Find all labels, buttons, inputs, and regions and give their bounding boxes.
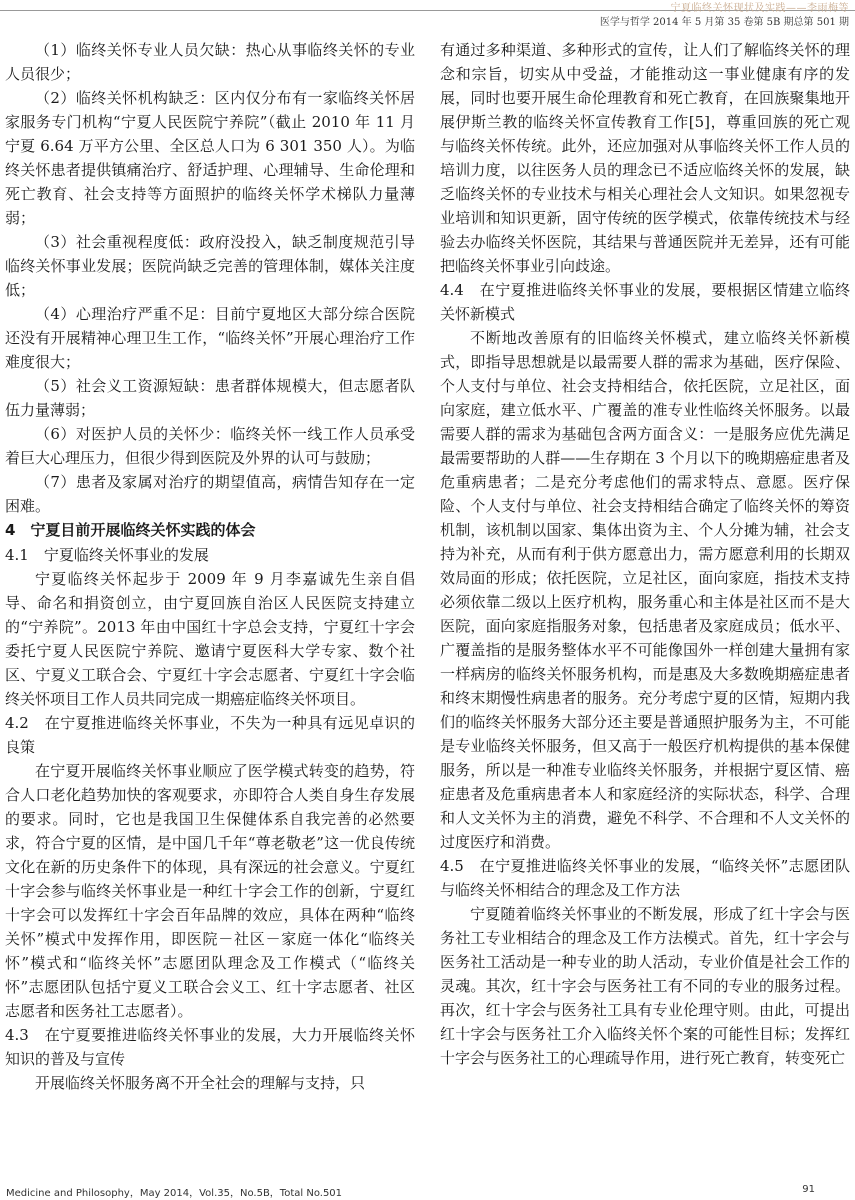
paragraph: 宁夏临终关怀起步于 2009 年 9 月李嘉诚先生亲自倡导、命名和捐资创立，由宁夏回族自治区人民医院支持建立的“宁养院”。2013 年由中国红十字总会支持，宁夏红十字会委托宁夏人民医院宁养院、邀请宁夏医科大学专家、数个社区、宁夏义工联合会、宁夏红十字会志愿者、宁夏红十字会临终关怀项目工作人员共同完成一期癌症临终关怀项目。 xyxy=(5,570,415,708)
paragraph: 开展临终关怀服务离不开全社会的理解与支持，只 xyxy=(35,1074,366,1092)
paragraph: （5）社会义工资源短缺：患者群体规模大，但志愿者队伍力量薄弱； xyxy=(5,377,415,419)
paragraph: （3）社会重视程度低：政府没投入，缺乏制度规范引导临终关怀事业发展；医院尚缺乏完善的管理体制，媒体关注度低； xyxy=(5,233,415,299)
subsection-heading: 4.5 在宁夏推进临终关怀事业的发展，“临终关怀”志愿团队与临终关怀相结合的理念及工作方法 xyxy=(440,857,850,899)
paragraph: 有通过多种渠道、多种形式的宣传，让人们了解临终关怀的理念和宗旨，切实从中受益，才能推动这一事业健康有序的发展，同时也要开展生命伦理教育和死亡教育，在回族聚集地开展伊斯兰教的临终关怀宣传教育工作[5]，尊重回族的死亡观与临终关怀传统。此外，还应加强对从事临终关怀工作人员的培训力度，以往医务人员的理念已不适应临终关怀的发展，缺乏临终关怀的专业技术与相关心理社会人文知识。如果忽视专业培训和知识更新，固守传统的医学模式，依靠传统技术与经验去办临终关怀医院，其结果与普通医院并无差异，还有可能把临终关怀事业引向歧途。 xyxy=(440,41,850,275)
paragraph: 在宁夏开展临终关怀事业顺应了医学模式转变的趋势，符合人口老化趋势加快的客观要求，亦即符合人类自身生存发展的要求。同时，它也是我国卫生保健体系自我完善的必然要求，符合宁夏的区情，是中国几千年“尊老敬老”这一优良传统文化在新的历史条件下的体现，具有深远的社会意义。宁夏红十字会参与临终关怀事业是一种红十字会工作的创新，宁夏红十字会可以发挥红十字会百年品牌的效应，具体在两种“临终关怀”模式中发挥作用，即医院－社区－家庭一体化“临终关怀”模式和“临终关怀”志愿团队理念及工作模式（“临终关怀”志愿团队包括宁夏义工联合会义工、红十字志愿者、社区志愿者和医务社工志愿者）。 xyxy=(5,762,415,1020)
subsection-heading: 4.4 在宁夏推进临终关怀事业的发展，要根据区情建立临终关怀新模式 xyxy=(440,281,850,323)
page-header xyxy=(0,0,855,30)
section-heading: 4 宁夏目前开展临终关怀实践的体会 xyxy=(5,521,256,539)
paragraph: （2）临终关怀机构缺乏：区内仅分布有一家临终关怀居家服务专门机构“宁夏人民医院宁养院”（截止 2010 年 11 月宁夏 6.64 万平方公里、全区总人口为 6 301 350 人）。为临终关怀患者提供镇痛治疗、舒适护理、心理辅导、生命伦理和死亡教育、社会支持等方面照护的临终关怀学术梯队力量薄弱； xyxy=(5,89,415,227)
journal-info: 医学与哲学 2014 年 5 月第 35 卷第 5B 期总第 501 期 xyxy=(599,17,849,28)
paragraph: （6）对医护人员的关怀少：临终关怀一线工作人员承受着巨大心理压力，但很少得到医院及外界的认可与鼓励； xyxy=(5,425,415,467)
footer-journal-citation: Medicine and Philosophy，May 2014，Vol.35，No.5B，Total No.501 xyxy=(6,1188,343,1199)
paragraph: （7）患者及家属对治疗的期望值高，病情告知存在一定困难。 xyxy=(5,473,415,515)
left-column xyxy=(5,38,415,1095)
page-number: 91 xyxy=(802,1184,815,1195)
subsection-heading: 4.2 在宁夏推进临终关怀事业，不失为一种具有远见卓识的良策 xyxy=(5,714,415,756)
paragraph: （1）临终关怀专业人员欠缺：热心从事临终关怀的专业人员很少； xyxy=(5,41,415,83)
subsection-heading: 4.1 宁夏临终关怀事业的发展 xyxy=(5,546,209,564)
paragraph: 不断地改善原有的旧临终关怀模式，建立临终关怀新模式，即指导思想就是以最需要人群的需求为基础，医疗保险、个人支付与单位、社会支持相结合，依托医院，立足社区，面向家庭，建立低水平、广覆盖的准专业性临终关怀服务。以最需要人群的需求为基础包含两方面含义：一是服务应优先满足最需要帮助的人群——生存期在 3 个月以下的晚期癌症患者及危重病患者；二是充分考虑他们的需求特点、意愿。医疗保险、个人支付与单位、社会支持相结合确定了临终关怀的筹资机制，该机制以国家、集体出资为主、个人分摊为辅，社会支持为补充，从而有利于供方愿意出力，需方愿意利用的长期双效局面的形成；依托医院，立足社区，面向家庭，指技术支持必须依靠二级以上医疗机构，服务重心和主体是社区而不是大医院，面向家庭指服务对象，包括患者及家庭成员；低水平、广覆盖指的是服务整体水平不可能像国外一样创建大量拥有家一样病房的临终关怀服务机构，而是惠及大多数晚期癌症患者和终末期慢性病患者的服务。充分考虑宁夏的区情，短期内我们的临终关怀服务大部分还主要是普通照护服务为主，不可能是专业临终关怀服务，但又高于一般医疗机构提供的基本保健服务，所以是一种准专业临终关怀服务，并根据宁夏区情、癌症患者及危重病患者本人和家庭经济的实际状态，科学、合理和人文关怀为主的消费，避免不科学、不合理和不人文关怀的过度医疗和消费。 xyxy=(440,329,850,851)
running-title: 宁夏临终关怀现状及实践——李雨梅等 xyxy=(670,3,849,14)
right-column xyxy=(440,38,850,1070)
paragraph: 宁夏随着临终关怀事业的不断发展，形成了红十字会与医务社工专业相结合的理念及工作方法模式。首先，红十字会与医务社工活动是一种专业的助人活动，专业价值是社会工作的灵魂。其次，红十字会与医务社工有不同的专业的服务过程。再次，红十字会与医务社工具有专业伦理守则。由此，可提出红十字会与医务社工介入临终关怀个案的可能性目标；发挥红十字会与医务社工的心理疏导作用，进行死亡教育，转变死亡 xyxy=(440,905,850,1067)
subsection-heading: 4.3 在宁夏要推进临终关怀事业的发展，大力开展临终关怀知识的普及与宣传 xyxy=(5,1026,415,1068)
paragraph: （4）心理治疗严重不足：目前宁夏地区大部分综合医院还没有开展精神心理卫生工作，“临终关怀”开展心理治疗工作难度很大； xyxy=(5,305,415,371)
page-footer xyxy=(0,1184,855,1200)
